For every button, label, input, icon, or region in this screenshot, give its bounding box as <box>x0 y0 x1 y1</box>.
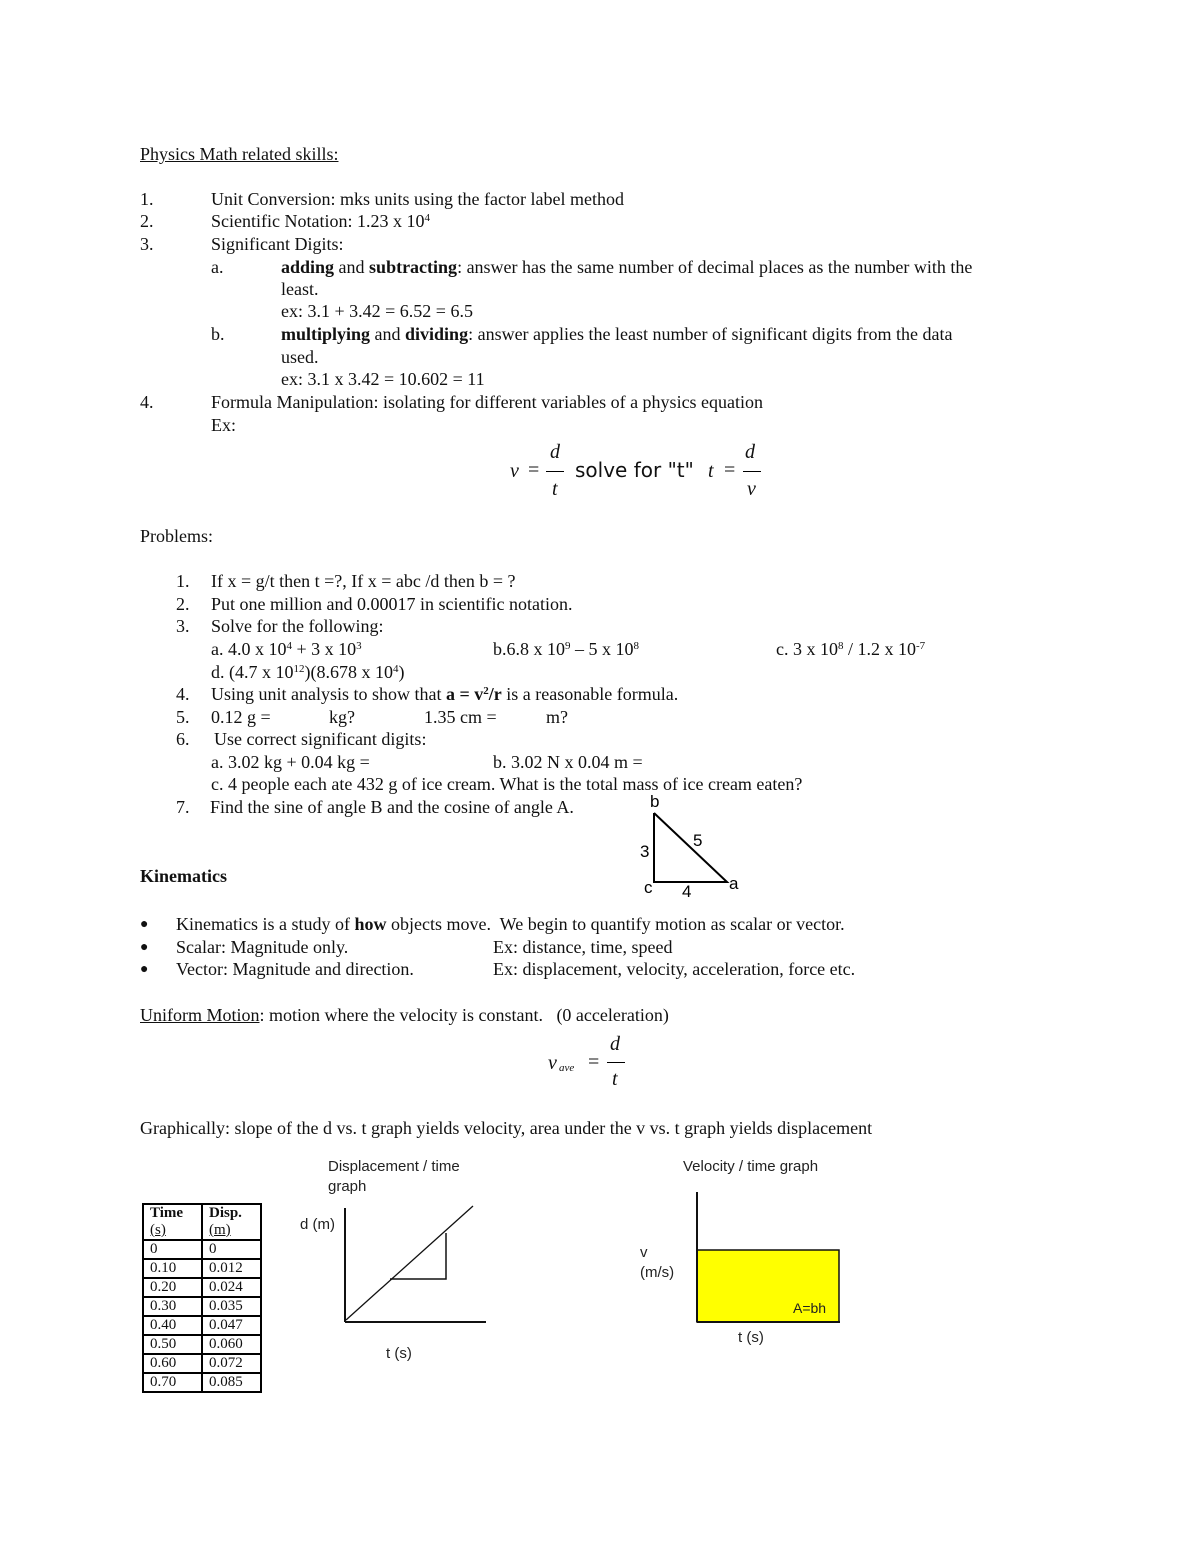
page-title: Physics Math related skills: <box>140 144 339 164</box>
problem-number-7: 7. <box>176 797 190 817</box>
eq-d2: d <box>745 441 755 463</box>
skill-3a: adding and subtracting: answer has the same number of decimal places as the number with the <box>281 257 973 277</box>
skill-number-2: 2. <box>140 211 154 231</box>
problem-number-4: 4. <box>176 684 190 704</box>
bullet-icon: ● <box>140 962 149 977</box>
problem-2: Put one million and 0.00017 in scientific notation. <box>211 594 573 614</box>
eq-t2: t <box>708 460 714 482</box>
graphically-text: Graphically: slope of the d vs. t graph yields velocity, area under the v vs. t graph yields displacement <box>140 1118 873 1138</box>
skill-number-4: 4. <box>140 392 154 412</box>
problems-heading: Problems: <box>140 526 214 546</box>
cell-disp: 0.085 <box>202 1373 261 1392</box>
graph2-title: Velocity / time graph <box>683 1158 819 1175</box>
problem-5b: kg? <box>329 707 355 727</box>
cell-disp: 0.060 <box>202 1335 261 1354</box>
table-row <box>143 1354 261 1373</box>
cell-time: 0.30 <box>143 1297 202 1316</box>
bullet-icon: ● <box>140 940 149 955</box>
skill-3b-label: b. <box>211 324 225 344</box>
skill-3b-cont: used. <box>281 347 319 367</box>
skill-4-ex: Ex: <box>211 415 236 435</box>
problem-6b: b. 3.02 N x 0.04 m = <box>493 752 643 772</box>
eq-v2: v <box>747 478 756 500</box>
cell-disp: 0.024 <box>202 1278 261 1297</box>
cell-time: 0 <box>143 1240 202 1259</box>
problem-3c: c. 3 x $10^8 / 1.2$ x $10^{-7}$ <box>776 639 926 659</box>
cell-time: 0.70 <box>143 1373 202 1392</box>
problem-number-3: 3. <box>176 616 190 636</box>
triangle-shape <box>654 813 727 882</box>
eq-vave-equals: = <box>588 1051 600 1073</box>
eq-t: t <box>552 478 558 500</box>
cell-disp: 0.035 <box>202 1297 261 1316</box>
kinematics-vector: Vector: Magnitude and direction. <box>176 959 414 979</box>
displacement-data-table <box>142 1203 262 1393</box>
skill-3a-label: a. <box>211 257 224 277</box>
table-row <box>143 1259 261 1278</box>
skill-2: Scientific Notation: 1.23 x $10^4$ <box>211 211 430 231</box>
kinematics-heading: Kinematics <box>140 866 227 886</box>
graph1-title-line2: graph <box>328 1178 367 1195</box>
header-disp: Disp. (m) <box>202 1204 261 1240</box>
table-header-row <box>143 1204 261 1240</box>
velocity-time-graph <box>630 1150 850 1355</box>
side-3-label: 3 <box>640 842 650 861</box>
uniform-motion-line: Uniform Motion: motion where the velocity is constant. (0 acceleration) <box>140 1005 669 1025</box>
problem-number-1: 1. <box>176 571 190 591</box>
graph2-area-label: A=bh <box>793 1300 827 1316</box>
cell-disp: 0.012 <box>202 1259 261 1278</box>
problem-6a: a. 3.02 kg + 0.04 kg = <box>211 752 370 772</box>
problem-6: Use correct significant digits: <box>214 729 427 749</box>
kinematics-point-1: Kinematics is a study of how objects move. We begin to quantify motion as scalar or vector. <box>176 914 845 934</box>
cell-time: 0.40 <box>143 1316 202 1335</box>
graph1-x-label: t (s) <box>386 1345 412 1362</box>
cell-disp: 0.047 <box>202 1316 261 1335</box>
graph2-x-label: t (s) <box>738 1329 764 1346</box>
problem-5a: 0.12 g = <box>211 707 271 727</box>
displacement-time-graph <box>290 1150 490 1370</box>
table-row <box>143 1335 261 1354</box>
bullet-icon: ● <box>140 917 149 932</box>
problem-1: If x = g/t then t =?, If x = abc /d then b = ? <box>211 571 516 591</box>
skill-3b: multiplying and dividing: answer applies the least number of significant digits from the data <box>281 324 953 344</box>
graph1-y-label: d (m) <box>300 1216 335 1233</box>
skill-3b-example: ex: 3.1 x 3.42 = 10.602 = 11 <box>281 369 485 389</box>
skill-3a-example: ex: 3.1 + 3.42 = 6.52 = 6.5 <box>281 301 473 321</box>
cell-time: 0.20 <box>143 1278 202 1297</box>
problem-3d: d. (4.7 x $10^{12})(8.678$ x $10^4$) <box>211 662 405 682</box>
side-4-label: 4 <box>682 882 692 900</box>
kinematics-scalar: Scalar: Magnitude only. <box>176 937 349 957</box>
problem-4: Using unit analysis to show that $a = v^2/r$ is a reasonable formula. <box>211 684 679 704</box>
problem-5d: m? <box>546 707 568 727</box>
problem-3b: b.6.8 x $10^9 - 5$ x $10^8$ <box>493 639 639 659</box>
graph1-data-line <box>346 1206 473 1320</box>
skill-3a-cont: least. <box>281 279 319 299</box>
problem-number-2: 2. <box>176 594 190 614</box>
eq-vave-fraction-bar <box>607 1062 625 1063</box>
eq-vave-t: t <box>612 1068 618 1090</box>
problem-5c: 1.35 cm = <box>424 707 497 727</box>
cell-disp: 0 <box>202 1240 261 1259</box>
problem-number-5: 5. <box>176 707 190 727</box>
eq-solve-for: solve for "t" <box>575 458 694 482</box>
cell-time: 0.10 <box>143 1259 202 1278</box>
eq-equals2: = <box>724 459 736 481</box>
table-row <box>143 1297 261 1316</box>
skill-number-3: 3. <box>140 234 154 254</box>
eq-vave-d: d <box>610 1033 620 1055</box>
vertex-a-label: a <box>729 874 739 893</box>
eq-fraction-bar2 <box>743 471 761 472</box>
eq-equals: = <box>528 459 540 481</box>
header-time: Time (s) <box>143 1204 202 1240</box>
table-row <box>143 1373 261 1392</box>
eq-fraction-bar <box>546 471 564 472</box>
right-triangle-diagram <box>630 788 750 900</box>
skill-3: Significant Digits: <box>211 234 344 254</box>
problem-3: Solve for the following: <box>211 616 384 636</box>
eq-vave-sub: ave <box>559 1062 575 1074</box>
eq-d: d <box>550 441 560 463</box>
eq-v: v <box>510 460 519 482</box>
cell-time: 0.60 <box>143 1354 202 1373</box>
problem-6c: c. 4 people each ate 432 g of ice cream. What is the total mass of ice cream eaten? <box>211 774 803 794</box>
kinematics-scalar-ex: Ex: distance, time, speed <box>493 937 673 957</box>
cell-disp: 0.072 <box>202 1354 261 1373</box>
vertex-c-label: c <box>644 878 653 897</box>
kinematics-vector-ex: Ex: displacement, velocity, acceleration, force etc. <box>493 959 856 979</box>
graph2-y-label-units: (m/s) <box>640 1264 675 1281</box>
skill-4: Formula Manipulation: isolating for different variables of a physics equation <box>211 392 764 412</box>
graph2-y-label-v: v <box>640 1244 648 1261</box>
table-row <box>143 1316 261 1335</box>
problem-7: Find the sine of angle B and the cosine of angle A. <box>210 797 574 817</box>
graph1-title-line1: Displacement / time <box>328 1158 460 1175</box>
table-row <box>143 1240 261 1259</box>
skill-number-1: 1. <box>140 189 154 209</box>
table-row <box>143 1278 261 1297</box>
eq-vave-v: v <box>548 1052 557 1074</box>
skill-1: Unit Conversion: mks units using the factor label method <box>211 189 624 209</box>
cell-time: 0.50 <box>143 1335 202 1354</box>
problem-number-6: 6. <box>176 729 190 749</box>
problem-3a: a. 4.0 x $10^4 + 3$ x $10^3$ <box>211 639 362 659</box>
hypotenuse-label: 5 <box>693 831 703 850</box>
vertex-b-label: b <box>650 792 660 811</box>
